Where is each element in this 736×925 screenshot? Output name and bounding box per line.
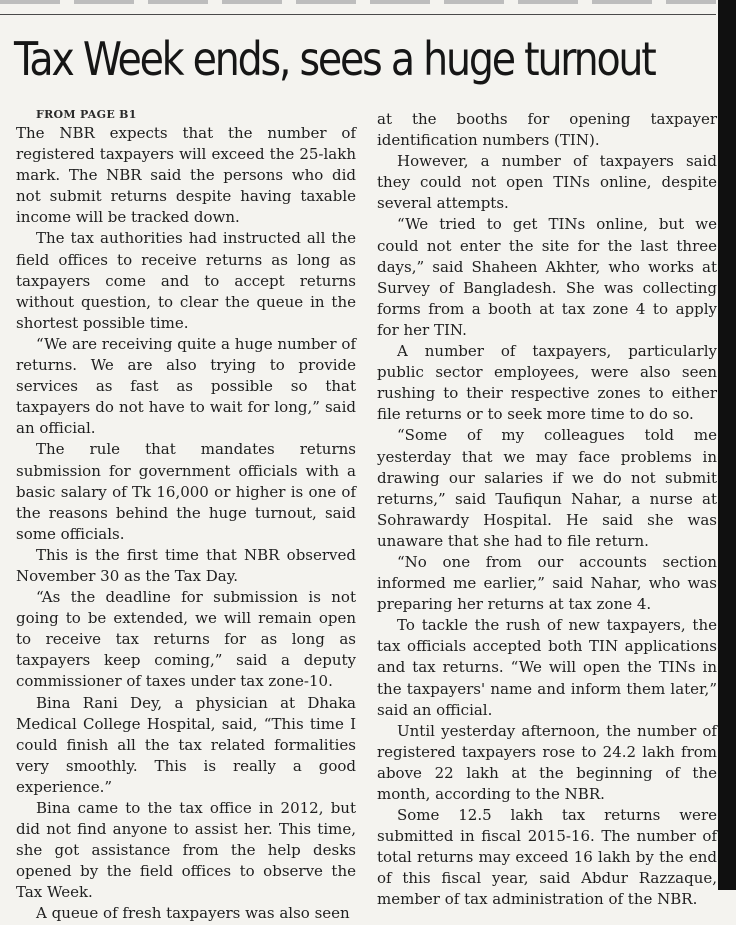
article-column-right: [377, 109, 717, 911]
paragraph: Bina Rani Dey, a physician at Dhaka Medical College Hospital, said, “This time I could finish all the tax related formalities very smoothly. This is really a good experience.”: [16, 693, 356, 796]
paragraph: This is the first time that NBR observed November 30 as the Tax Day.: [16, 545, 356, 585]
article-column-left: [16, 106, 356, 925]
paragraph: A queue of fresh taxpayers was also seen: [36, 904, 350, 923]
article-headline: Tax Week ends, sees a huge turnout: [14, 32, 655, 86]
header-rule: [0, 14, 716, 15]
paragraph: at the booths for opening taxpayer identification numbers (TIN).: [377, 110, 717, 150]
paragraph: A number of taxpayers, particularly public sector employees, were also seen rushing to their respective zones to either file returns or to seek more time to do so.: [377, 342, 717, 424]
page-edge-shadow: [718, 0, 736, 890]
paragraph: The NBR expects that the number of registered taxpayers will exceed the 25-lakh mark. The NBR said the persons who did not submit returns despite having taxable income will be tracked down.: [16, 124, 356, 227]
paragraph: Until yesterday afternoon, the number of registered taxpayers rose to 24.2 lakh from above 22 lakh at the beginning of the month, according to the NBR.: [377, 721, 717, 803]
paragraph: “As the deadline for submission is not going to be extended, we will remain open to receive tax returns for as long as taxpayers keep coming,” said a deputy commissioner of taxes under tax zone-10.: [16, 588, 356, 691]
continuation-label: FROM PAGE B1: [36, 108, 137, 121]
paragraph: “Some of my colleagues told me yesterday that we may face problems in drawing our salaries if we do not submit returns,” said Taufiqun Nahar, a nurse at Sohrawardy Hospital. He said she was unaware that she had to file return.: [377, 426, 717, 550]
paragraph: However, a number of taxpayers said they could not open TINs online, despite several attempts.: [377, 152, 717, 213]
paragraph: The rule that mandates returns submission for government officials with a basic salary of Tk 16,000 or higher is one of the reasons behind the huge turnout, said some officials.: [16, 440, 356, 543]
paragraph: The tax authorities had instructed all the field offices to receive returns as long as taxpayers come and to accept returns without question, to clear the queue in the shortest possible time.: [16, 229, 356, 332]
paragraph: Some 12.5 lakh tax returns were submitted in fiscal 2015-16. The number of total returns may exceed 16 lakh by the end of this fiscal year, said Abdur Razzaque, member of tax administration of the NBR.: [377, 806, 717, 909]
paragraph: Bina came to the tax office in 2012, but did not find anyone to assist her. This time, she got assistance from the help desks opened by the field offices to observe the Tax Week.: [16, 799, 356, 902]
clipped-header-strip: [0, 0, 716, 4]
paragraph: To tackle the rush of new taxpayers, the tax officials accepted both TIN applications and tax returns. “We will open the TINs in the taxpayers' name and inform them later,” said an official.: [377, 616, 717, 719]
paragraph: “We tried to get TINs online, but we could not enter the site for the last three days,” said Shaheen Akhter, who works at Survey of Bangladesh. She was collecting forms from a booth at tax zone 4 to apply for her TIN.: [377, 215, 717, 339]
paragraph: “No one from our accounts section informed me earlier,” said Nahar, who was preparing her returns at tax zone 4.: [377, 552, 717, 614]
paragraph: “We are receiving quite a huge number of returns. We are also trying to provide services as fast as possible so that taxpayers do not have to wait for long,” said an official.: [16, 334, 356, 438]
